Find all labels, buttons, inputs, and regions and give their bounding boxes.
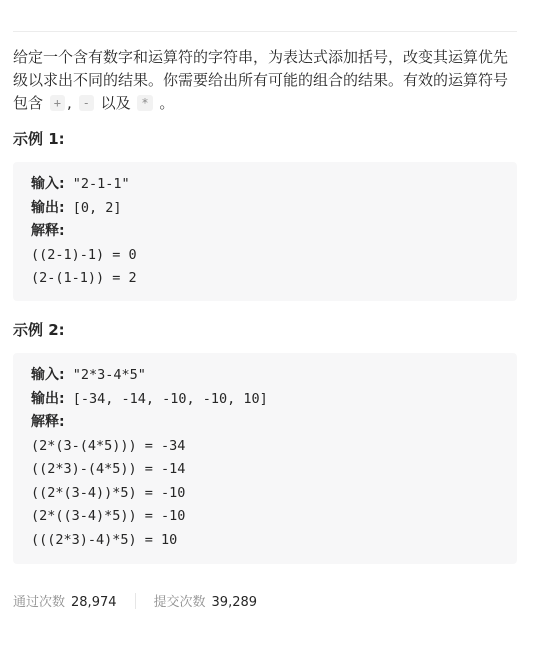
example-2-explain-line [31,411,499,435]
passed-count-label: 通过次数 [13,595,66,610]
example-2-expression-5: (((2*3)-4)*5) = 10 [31,531,178,548]
example-2-expression-3: ((2*(3-4))*5) = -10 [31,484,186,501]
description-line-2: 级以求出不同的结果。你需要给出所有可能的组合的结果。有效的运算符号 [13,71,509,89]
operator-minus-code: - [79,95,94,111]
example-1-expression-1: ((2-1)-1) = 0 [31,246,137,263]
example-1-output-label: 输出: [31,199,65,216]
example-1-output-value: [0, 2] [64,199,122,216]
description-line-3 [13,92,518,115]
submitted-count-label: 提交次数 [153,595,206,610]
description-end: 。 [159,94,175,112]
example-1-output-line [31,197,499,221]
example-2-input-line [31,364,499,388]
submission-stats [13,590,413,610]
example-2-input-value: "2*3-4*5" [64,367,146,383]
passed-count-value: 28,974 [71,595,117,610]
example-1-explain-line [31,220,499,244]
example-2-output-value: [-34, -14, -10, -10, 10] [64,390,268,407]
top-divider [13,31,517,32]
operator-times-code: * [137,95,152,111]
example-1-input-line [31,173,499,197]
example-2-explain-label: 解释: [31,414,65,430]
description-prefix: 包含 [13,94,44,112]
example-2-output-label: 输出: [31,390,65,407]
description-and: 以及 [100,94,131,112]
example-1-input-label: 输入: [31,176,65,192]
example-1-code-block [13,162,517,301]
description-line-1: 给定一个含有数字和运算符的字符串，为表达式添加括号，改变其运算优先 [13,48,509,66]
example-2-input-label: 输入: [31,367,65,383]
problem-description [13,46,518,115]
example-1-input-value: "2-1-1" [64,176,130,192]
example-2-output-line [31,388,499,412]
example-2-expression-4: (2*((3-4)*5)) = -10 [31,508,186,524]
example-2-title: 示例 2: [13,321,65,339]
example-2-expression-1: (2*(3-(4*5))) = -34 [31,437,186,454]
example-1-title: 示例 1: [13,130,65,148]
description-comma: , [67,94,72,112]
example-2-code-block [13,353,517,564]
example-1-explain-label: 解释: [31,223,65,239]
stats-divider [135,593,136,609]
operator-plus-code: + [50,95,65,111]
example-1-expression-2: (2-(1-1)) = 2 [31,270,137,286]
submitted-count-value: 39,289 [211,595,258,610]
example-2-expression-2: ((2*3)-(4*5)) = -14 [31,461,186,477]
